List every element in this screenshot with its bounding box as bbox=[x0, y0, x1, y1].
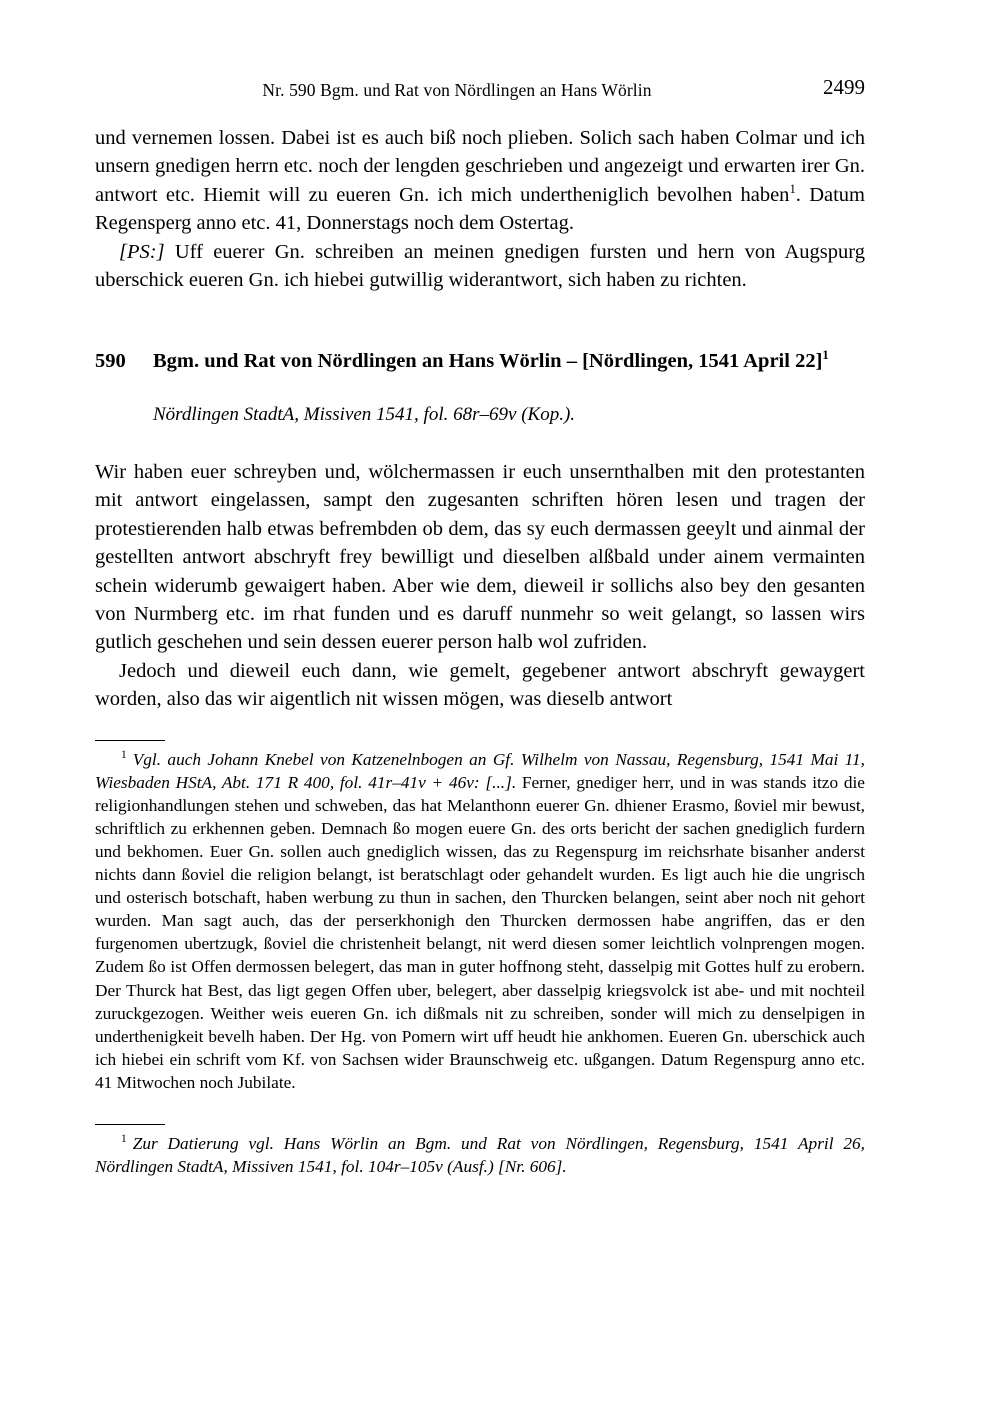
section-heading bbox=[95, 347, 865, 376]
footnote-reference-marker[interactable]: 1 bbox=[789, 181, 796, 196]
footnote-number-2: 1 bbox=[121, 1133, 127, 1146]
footnote-citation-italic: Vgl. auch Johann Knebel von Katzenelnbogen an Gf. Wilhelm von Nassau, Regensburg, 1541 Mai 11, Wiesbaden HStA, Abt. 171 R 400, fol. 41r–41v + 46v: [...]. bbox=[95, 749, 865, 792]
section-title bbox=[153, 347, 865, 376]
footnote-separator-rule-2 bbox=[95, 1124, 165, 1125]
footnote-citation-italic-2: Zur Datierung vgl. Hans Wörlin an Bgm. und Rat von Nördlingen, Regensburg, 1541 April 26, Nördlingen StadtA, Missiven 1541, fol. 104r–105v (Ausf.) [Nr. 606]. bbox=[95, 1134, 865, 1177]
footnote-body-roman: Ferner, gnediger herr, und in was stands itzo die religionhandlungen stehen und schweben, das hat Melanthonn euerer Gn. dhiener Erasmo, ßoviel mir bewust, schriftlich zu erkhennen geben. Demnach ßo mogen euere Gn. des orts bericht der sachen gnediglich furdern und bekhomen. Euer Gn. sollen auch gnediglich wissen, das zu Regenspurg im reichsrhate bisanher anderst nichts dann ßoviel die religion belangt, ist beratschlagt oder gehandelt wurden. Es ligt auch hie die ungrisch und osterisch botschaft, haben werbung zu thun in sachen, den Thurcken belangen, seint aber noch nit gehort wurden. Man sagt auch, das der perserkhonigh den Thurcken dermossen habe angriffen, das er den furgenomen ubertzugk, ßoviel die christenheit belangt, nit werd diesen somer leichtlich volnprengen mogen. Zudem ßo ist Offen dermossen belegert, das man in guter hoffnong steht, dasselpig mit Gottes hulf zu erobern. Der Thurck hat Best, das ligt gegen Offen uber, belegert, aber dasselpig kriegsvolck ist abe- und mit nochteil zuruckgezogen. Weither weis eueren Gn. ich dißmals nit zu schreiben, sonder will mich zu denselpigen in underthenigkeit bevelh haben. Der Hg. von Pomern wirt uff heudt hie ankhomen. Eueren Gn. uberschick auch ich hiebei ein schrift vom Kf. von Sachsen wider Braunschweig etc. ußgangen. Datum Regenspurg anno etc. 41 Mitwochen noch Jubilate. bbox=[95, 772, 865, 1092]
section-title-text: Bgm. und Rat von Nördlingen an Hans Wörlin – [Nördlingen, 1541 April 22] bbox=[153, 350, 823, 373]
running-head-title: Nr. 590 Bgm. und Rat von Nördlingen an Hans Wörlin bbox=[262, 80, 652, 100]
main-paragraph-2: Jedoch und dieweil euch dann, wie gemelt, gegebener antwort abschryft gewaygert worden, also das wir aigentlich nit wissen mögen, was dieselb antwort bbox=[95, 659, 865, 711]
section-footnote-reference-marker[interactable]: 1 bbox=[822, 348, 829, 363]
section-number: 590 bbox=[95, 350, 126, 373]
footnote-separator-rule bbox=[95, 740, 165, 741]
footnote-block-secondary bbox=[95, 1124, 865, 1178]
footnote-item-2 bbox=[95, 1132, 865, 1178]
postscript-paragraph bbox=[95, 238, 865, 295]
running-head bbox=[95, 75, 865, 114]
postscript-label: [PS:] bbox=[119, 240, 165, 263]
main-text-block bbox=[95, 458, 865, 714]
archival-source-line: Nördlingen StadtA, Missiven 1541, fol. 68r–69v (Kop.). bbox=[153, 403, 576, 425]
main-paragraph-1: Wir haben euer schreyben und, wölchermassen ir euch unsernthalben mit den protestanten mit antwort eingelassen, sampt den zugesanten schriften hören lesen und tragen der protestierenden halb etwas befrembden ob dem, das sy euch dermassen geeylt und ainmal der gestellten antwort abschryft frey bewilligt und dieselben alßbald under ainem vermainten schein widerumb gewaigert haben. Aber wie dem, dieweil ir sollichs also bey den gesanten von Nurmberg etc. im rhat funden und es daruff nunmehr so weit gelangt, so lassen wirs gutlich geschehen und sein dessen euerer person halb wol zufriden. bbox=[95, 460, 865, 654]
continued-letter-paragraph bbox=[95, 124, 865, 238]
continued-letter-block bbox=[95, 124, 865, 294]
continued-letter-text-tail: . Datum Regensperg anno etc. 41, Donnerstags noch dem Ostertag. bbox=[95, 183, 865, 235]
page-number: 2499 bbox=[823, 75, 865, 99]
postscript-text: Uff euerer Gn. schreiben an meinen gnedigen fursten und hern von Augspurg uberschick eueren Gn. ich hiebei gutwillig widerantwort, sich haben zu richten. bbox=[95, 240, 865, 292]
continued-letter-text: und vernemen lossen. Dabei ist es auch biß noch plieben. Solich sach haben Colmar und ich unsern gnedigen herrn etc. noch der lengden geschrieben und angezeigt und erwarten irer Gn. antwort etc. Hiemit will zu eueren Gn. ich mich undertheniglich bevolhen haben bbox=[95, 127, 865, 206]
footnote-number: 1 bbox=[121, 748, 127, 761]
page-content-column bbox=[95, 0, 865, 1178]
footnote-item bbox=[95, 748, 865, 1094]
footnote-block-primary bbox=[95, 740, 865, 1094]
